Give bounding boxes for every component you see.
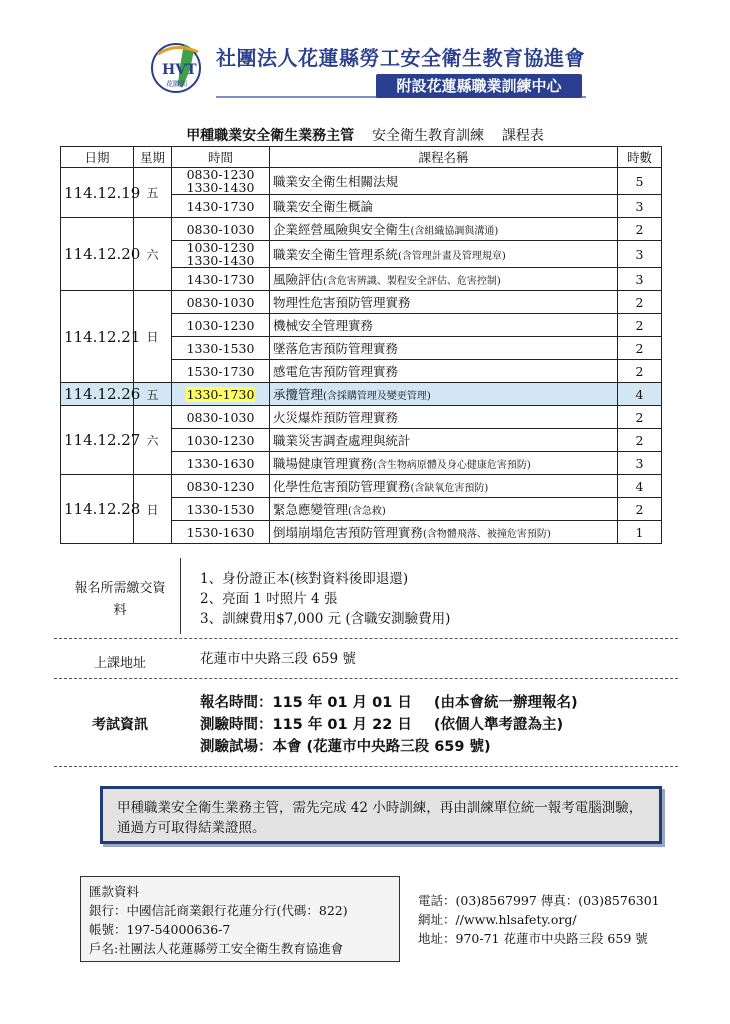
course-name: 倒塌崩塌危害預防管理實務 <box>273 525 424 540</box>
title-main: 甲種職業安全衛生業務主管 <box>186 128 355 144</box>
exam-register-date: 報名時間：115 年 01 月 01 日 <box>200 695 412 711</box>
cell-course <box>270 406 618 429</box>
cell-date: 114.12.27 <box>61 406 134 475</box>
course-name: 墜落危害預防管理實務 <box>273 341 399 356</box>
schedule-table <box>60 146 662 544</box>
cell-time <box>172 521 270 544</box>
title-part3: 課程表 <box>501 128 544 144</box>
cell-hours: 2 <box>618 291 662 314</box>
course-name: 化學性危害預防管理實務 <box>273 479 411 494</box>
course-note: (含急救) <box>348 506 386 517</box>
cell-hours: 2 <box>618 360 662 383</box>
document-title <box>0 125 730 145</box>
cell-time <box>172 291 270 314</box>
cell-time <box>172 195 270 218</box>
cell-hours: 2 <box>618 218 662 241</box>
cell-course <box>270 475 618 498</box>
course-note: (含管理計畫及管理規章) <box>398 251 506 262</box>
cell-time <box>172 452 270 475</box>
cell-day: 五 <box>134 168 172 218</box>
cell-time <box>172 168 270 195</box>
sub-name-banner: 附設花蓮縣職業訓練中心 <box>376 74 582 98</box>
course-name: 機械安全管理實務 <box>273 318 374 333</box>
course-name: 物理性危害預防管理實務 <box>273 295 411 310</box>
cell-course <box>270 429 618 452</box>
svg-text:花職訓: 花職訓 <box>166 80 187 88</box>
cell-hours: 2 <box>618 429 662 452</box>
exam-info <box>200 692 578 758</box>
cell-date: 114.12.28 <box>61 475 134 544</box>
table-row <box>61 406 662 429</box>
cell-time <box>172 498 270 521</box>
header-date: 日期 <box>61 147 134 168</box>
course-name: 職業災害調查處理與統計 <box>273 433 411 448</box>
time-value: 1330-1630 <box>186 455 255 471</box>
dashed-divider <box>54 638 678 639</box>
docs-item-2: 2、亮面 1 吋照片 4 張 <box>200 591 338 607</box>
cell-time <box>172 406 270 429</box>
bank-title: 匯款資料 <box>89 884 140 899</box>
dashed-divider <box>54 766 678 767</box>
cell-hours: 1 <box>618 521 662 544</box>
cell-course <box>270 337 618 360</box>
bank-account: 帳號：197-54000636-7 <box>89 922 231 937</box>
table-row <box>61 291 662 314</box>
course-name: 火災爆炸預防管理實務 <box>273 410 399 425</box>
cell-course <box>270 291 618 314</box>
exam-line-2 <box>200 714 578 736</box>
cell-date: 114.12.20 <box>61 218 134 291</box>
bank-name: 銀行：中國信託商業銀行花蓮分行(代碼：822) <box>89 903 348 918</box>
contact-info <box>418 891 660 948</box>
cell-date: 114.12.26 <box>61 383 134 406</box>
cell-hours: 3 <box>618 268 662 291</box>
course-note: (含危害辨識、製程安全評估、危害控制) <box>323 276 501 287</box>
time-value: 1430-1730 <box>186 271 255 287</box>
account-holder: 戶名:社團法人花蓮縣勞工安全衛生教育協進會 <box>89 941 344 956</box>
docs-item-3: 3、訓練費用$7,000 元 (含職安測驗費用) <box>200 611 451 627</box>
address-value: 花蓮市中央路三段 659 號 <box>200 651 356 667</box>
cell-hours: 4 <box>618 383 662 406</box>
training-notice: 甲種職業安全衛生業務主管，需先完成 42 小時訓練，再由訓練單位統一報考電腦測驗，通過方可取得結業證照。 <box>100 786 662 844</box>
cell-date: 114.12.19 <box>61 168 134 218</box>
course-name: 感電危害預防管理實務 <box>273 364 399 379</box>
course-name: 職場健康管理實務 <box>273 456 374 471</box>
cell-course <box>270 168 618 195</box>
dashed-divider <box>54 678 678 679</box>
time-value: 1330-1730 <box>186 386 255 402</box>
course-note: (含組織協調與溝通) <box>410 226 499 237</box>
cell-course <box>270 521 618 544</box>
course-name: 承攬管理 <box>273 387 324 402</box>
cell-time <box>172 383 270 406</box>
schedule-body <box>61 168 662 544</box>
exam-label: 考試資訊 <box>92 717 148 733</box>
cell-day: 六 <box>134 218 172 291</box>
time-value: 1030-1230 <box>186 432 255 448</box>
cell-time <box>172 268 270 291</box>
time-value: 0830-1230 <box>186 478 255 494</box>
time-value: 1530-1630 <box>186 524 255 540</box>
cell-hours: 2 <box>618 406 662 429</box>
cell-day: 五 <box>134 383 172 406</box>
cell-hours: 3 <box>618 195 662 218</box>
cell-time <box>172 241 270 268</box>
time-value: 1330-1530 <box>186 501 255 517</box>
time-value: 0830-1030 <box>186 221 255 237</box>
header-course: 課程名稱 <box>270 147 618 168</box>
course-name: 緊急應變管理 <box>273 502 349 517</box>
address-label: 上課地址 <box>93 656 146 671</box>
exam-line-1 <box>200 692 578 714</box>
cell-time <box>172 429 270 452</box>
course-name: 職業安全衛生概論 <box>273 199 374 214</box>
cell-hours: 4 <box>618 475 662 498</box>
table-row <box>61 218 662 241</box>
cell-day: 六 <box>134 406 172 475</box>
contact-website: 網址：//www.hlsafety.org/ <box>418 912 577 927</box>
time-value: 1030-1230 1330-1430 <box>186 240 255 268</box>
course-name: 企業經營風險與安全衛生 <box>273 222 411 237</box>
course-note: (含物體飛落、被撞危害預防) <box>423 529 551 540</box>
bank-info-box <box>80 876 400 962</box>
table-row <box>61 475 662 498</box>
cell-hours: 5 <box>618 168 662 195</box>
course-note: (含採購管理及變更管理) <box>323 391 431 402</box>
cell-hours: 2 <box>618 498 662 521</box>
cell-course <box>270 241 618 268</box>
cell-time <box>172 218 270 241</box>
cell-time <box>172 360 270 383</box>
table-row <box>61 168 662 195</box>
course-name: 職業安全衛生管理系統 <box>273 247 399 262</box>
header-hours: 時數 <box>618 147 662 168</box>
time-value: 1430-1730 <box>186 198 255 214</box>
docs-item-1: 1、身份證正本(核對資料後即退還) <box>200 571 409 587</box>
header-day: 星期 <box>134 147 172 168</box>
cell-hours: 2 <box>618 337 662 360</box>
contact-address: 地址：970-71 花蓮市中央路三段 659 號 <box>418 931 648 946</box>
course-note: (含生物病原體及身心健康危害預防) <box>373 460 531 471</box>
cell-day: 日 <box>134 291 172 383</box>
cell-course <box>270 360 618 383</box>
info-divider <box>180 558 181 634</box>
cell-course <box>270 314 618 337</box>
cell-time <box>172 314 270 337</box>
cell-course <box>270 218 618 241</box>
exam-test-date: 測驗時間：115 年 01 月 22 日 <box>200 717 412 733</box>
cell-hours: 2 <box>618 314 662 337</box>
table-header-row <box>61 147 662 168</box>
cell-course <box>270 383 618 406</box>
cell-course <box>270 195 618 218</box>
svg-text:HVT: HVT <box>162 62 197 78</box>
time-value: 0830-1230 1330-1430 <box>186 167 255 195</box>
org-name: 社團法人花蓮縣勞工安全衛生教育協進會 <box>216 46 585 70</box>
logo <box>150 40 210 94</box>
time-value: 0830-1030 <box>186 409 255 425</box>
docs-label: 報名所需繳交資料 <box>74 581 166 618</box>
course-name: 職業安全衛生相關法規 <box>273 174 399 189</box>
cell-course <box>270 268 618 291</box>
exam-test-note: (依個人準考證為主) <box>433 717 564 733</box>
cell-hours: 3 <box>618 241 662 268</box>
cell-time <box>172 337 270 360</box>
contact-phone: 電話：(03)8567997 傳真：(03)8576301 <box>418 893 660 908</box>
cell-time <box>172 475 270 498</box>
cell-day: 日 <box>134 475 172 544</box>
header-time: 時間 <box>172 147 270 168</box>
time-value: 1530-1730 <box>186 363 255 379</box>
title-part2: 安全衛生教育訓練 <box>372 128 484 144</box>
time-value: 0830-1030 <box>186 294 255 310</box>
cell-hours: 3 <box>618 452 662 475</box>
course-name: 風險評估 <box>273 272 324 287</box>
logo-emblem-icon <box>150 40 210 94</box>
time-value: 1030-1230 <box>186 317 255 333</box>
exam-register-note: (由本會統一辦理報名) <box>433 695 578 711</box>
table-row <box>61 383 662 406</box>
time-value: 1330-1530 <box>186 340 255 356</box>
cell-course <box>270 452 618 475</box>
course-note: (含缺氧危害預防) <box>410 483 489 494</box>
cell-course <box>270 498 618 521</box>
exam-line-3: 測驗試場：本會 (花蓮市中央路三段 659 號) <box>200 739 491 755</box>
cell-date: 114.12.21 <box>61 291 134 383</box>
